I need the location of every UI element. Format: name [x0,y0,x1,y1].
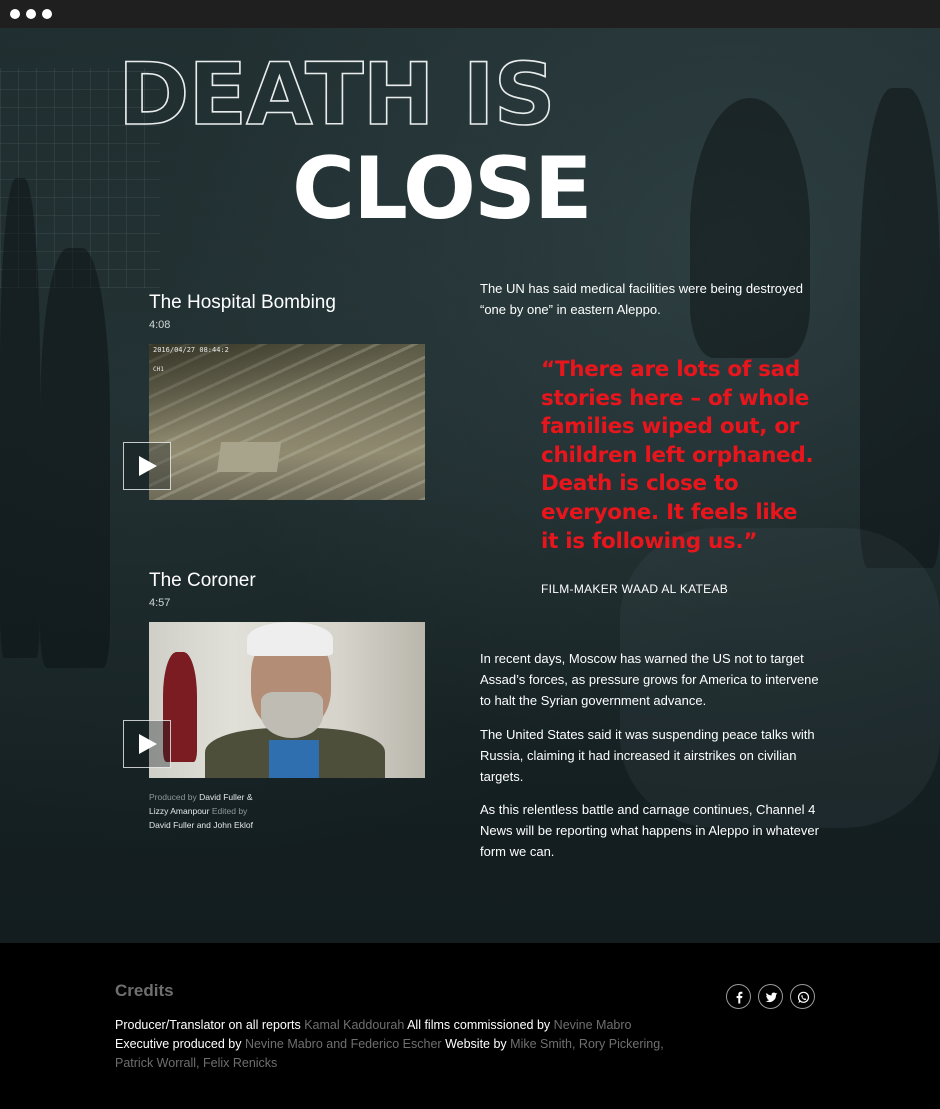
intro-paragraph: The UN has said medical facilities were being destroyed “one by one” in eastern Aleppo. [480,281,803,317]
play-button[interactable] [123,442,171,490]
background-figure [860,88,940,568]
video-title[interactable]: The Hospital Bombing [149,292,336,313]
facebook-share-button[interactable] [726,984,751,1009]
produced-label: Produced by [149,792,197,802]
credit-label: Website by [445,1037,507,1051]
credit-value: Nevine Mabro and Federico Escher [244,1037,442,1051]
produced-names: David Fuller & Lizzy Amanpour [149,792,253,816]
credits-list [115,1016,675,1073]
play-icon [138,455,158,477]
credit-label: Producer/Translator on all reports [115,1018,301,1032]
video-duration: 4:57 [149,597,171,609]
headline-solid: CLOSE [292,139,591,239]
thumbnail-scene [247,622,333,656]
thumbnail-scene [269,740,319,778]
twitter-icon [765,991,778,1004]
headline-outline: DEATH IS [118,45,555,145]
edited-names: David Fuller and John Eklof [149,820,253,830]
quote-attribution: FILM-MAKER WAAD AL KATEAB [541,582,729,596]
window-dot-icon [26,9,36,19]
background-figure [40,248,110,668]
credits-heading: Credits [115,981,174,1000]
thumbnail-scene [217,442,281,472]
window-dot-icon [10,9,20,19]
pull-quote: “There are lots of sad stories here – of whole families wiped out, or children left orphaned. Death is close to everyone. It feels like it is following us.” [541,357,814,554]
play-button[interactable] [123,720,171,768]
whatsapp-share-button[interactable] [790,984,815,1009]
hero-section [0,28,940,943]
facebook-icon [733,991,746,1004]
credit-value: Mike Smith, Rory Pickering, Patrick Worrall, Felix Renicks [115,1037,664,1070]
body-paragraph: The United States said it was suspending peace talks with Russia, claiming it had increased it airstrikes on civilian targets. [480,727,815,784]
window-dot-icon [42,9,52,19]
body-paragraph: In recent days, Moscow has warned the US not to target Assad’s forces, as pressure grows for America to intervene to halt the Syrian government advance. [480,651,819,708]
video-duration: 4:08 [149,319,171,331]
video-thumbnail[interactable] [149,344,425,500]
thumbnail-scene [261,692,323,738]
credit-value: Kamal Kaddourah [304,1018,405,1032]
credit-label: Executive produced by [115,1037,242,1051]
credit-value: Nevine Mabro [553,1018,632,1032]
video-thumbnail[interactable] [149,622,425,778]
edited-label: Edited by [211,806,248,816]
background-figure [0,178,40,658]
browser-chrome [0,0,940,28]
credits-footer [0,943,940,1109]
video-credits [149,790,269,832]
credit-label: All films commissioned by [407,1018,551,1032]
body-paragraph: As this relentless battle and carnage continues, Channel 4 News will be reporting what happens in Aleppo in whatever form we can. [480,802,819,859]
video-title[interactable]: The Coroner [149,570,256,591]
whatsapp-icon [797,991,810,1004]
video-timestamp: 2016/04/27 08:44:2 [153,346,229,354]
twitter-share-button[interactable] [758,984,783,1009]
play-icon [138,733,158,755]
video-channel-tag: CH1 [153,366,164,373]
